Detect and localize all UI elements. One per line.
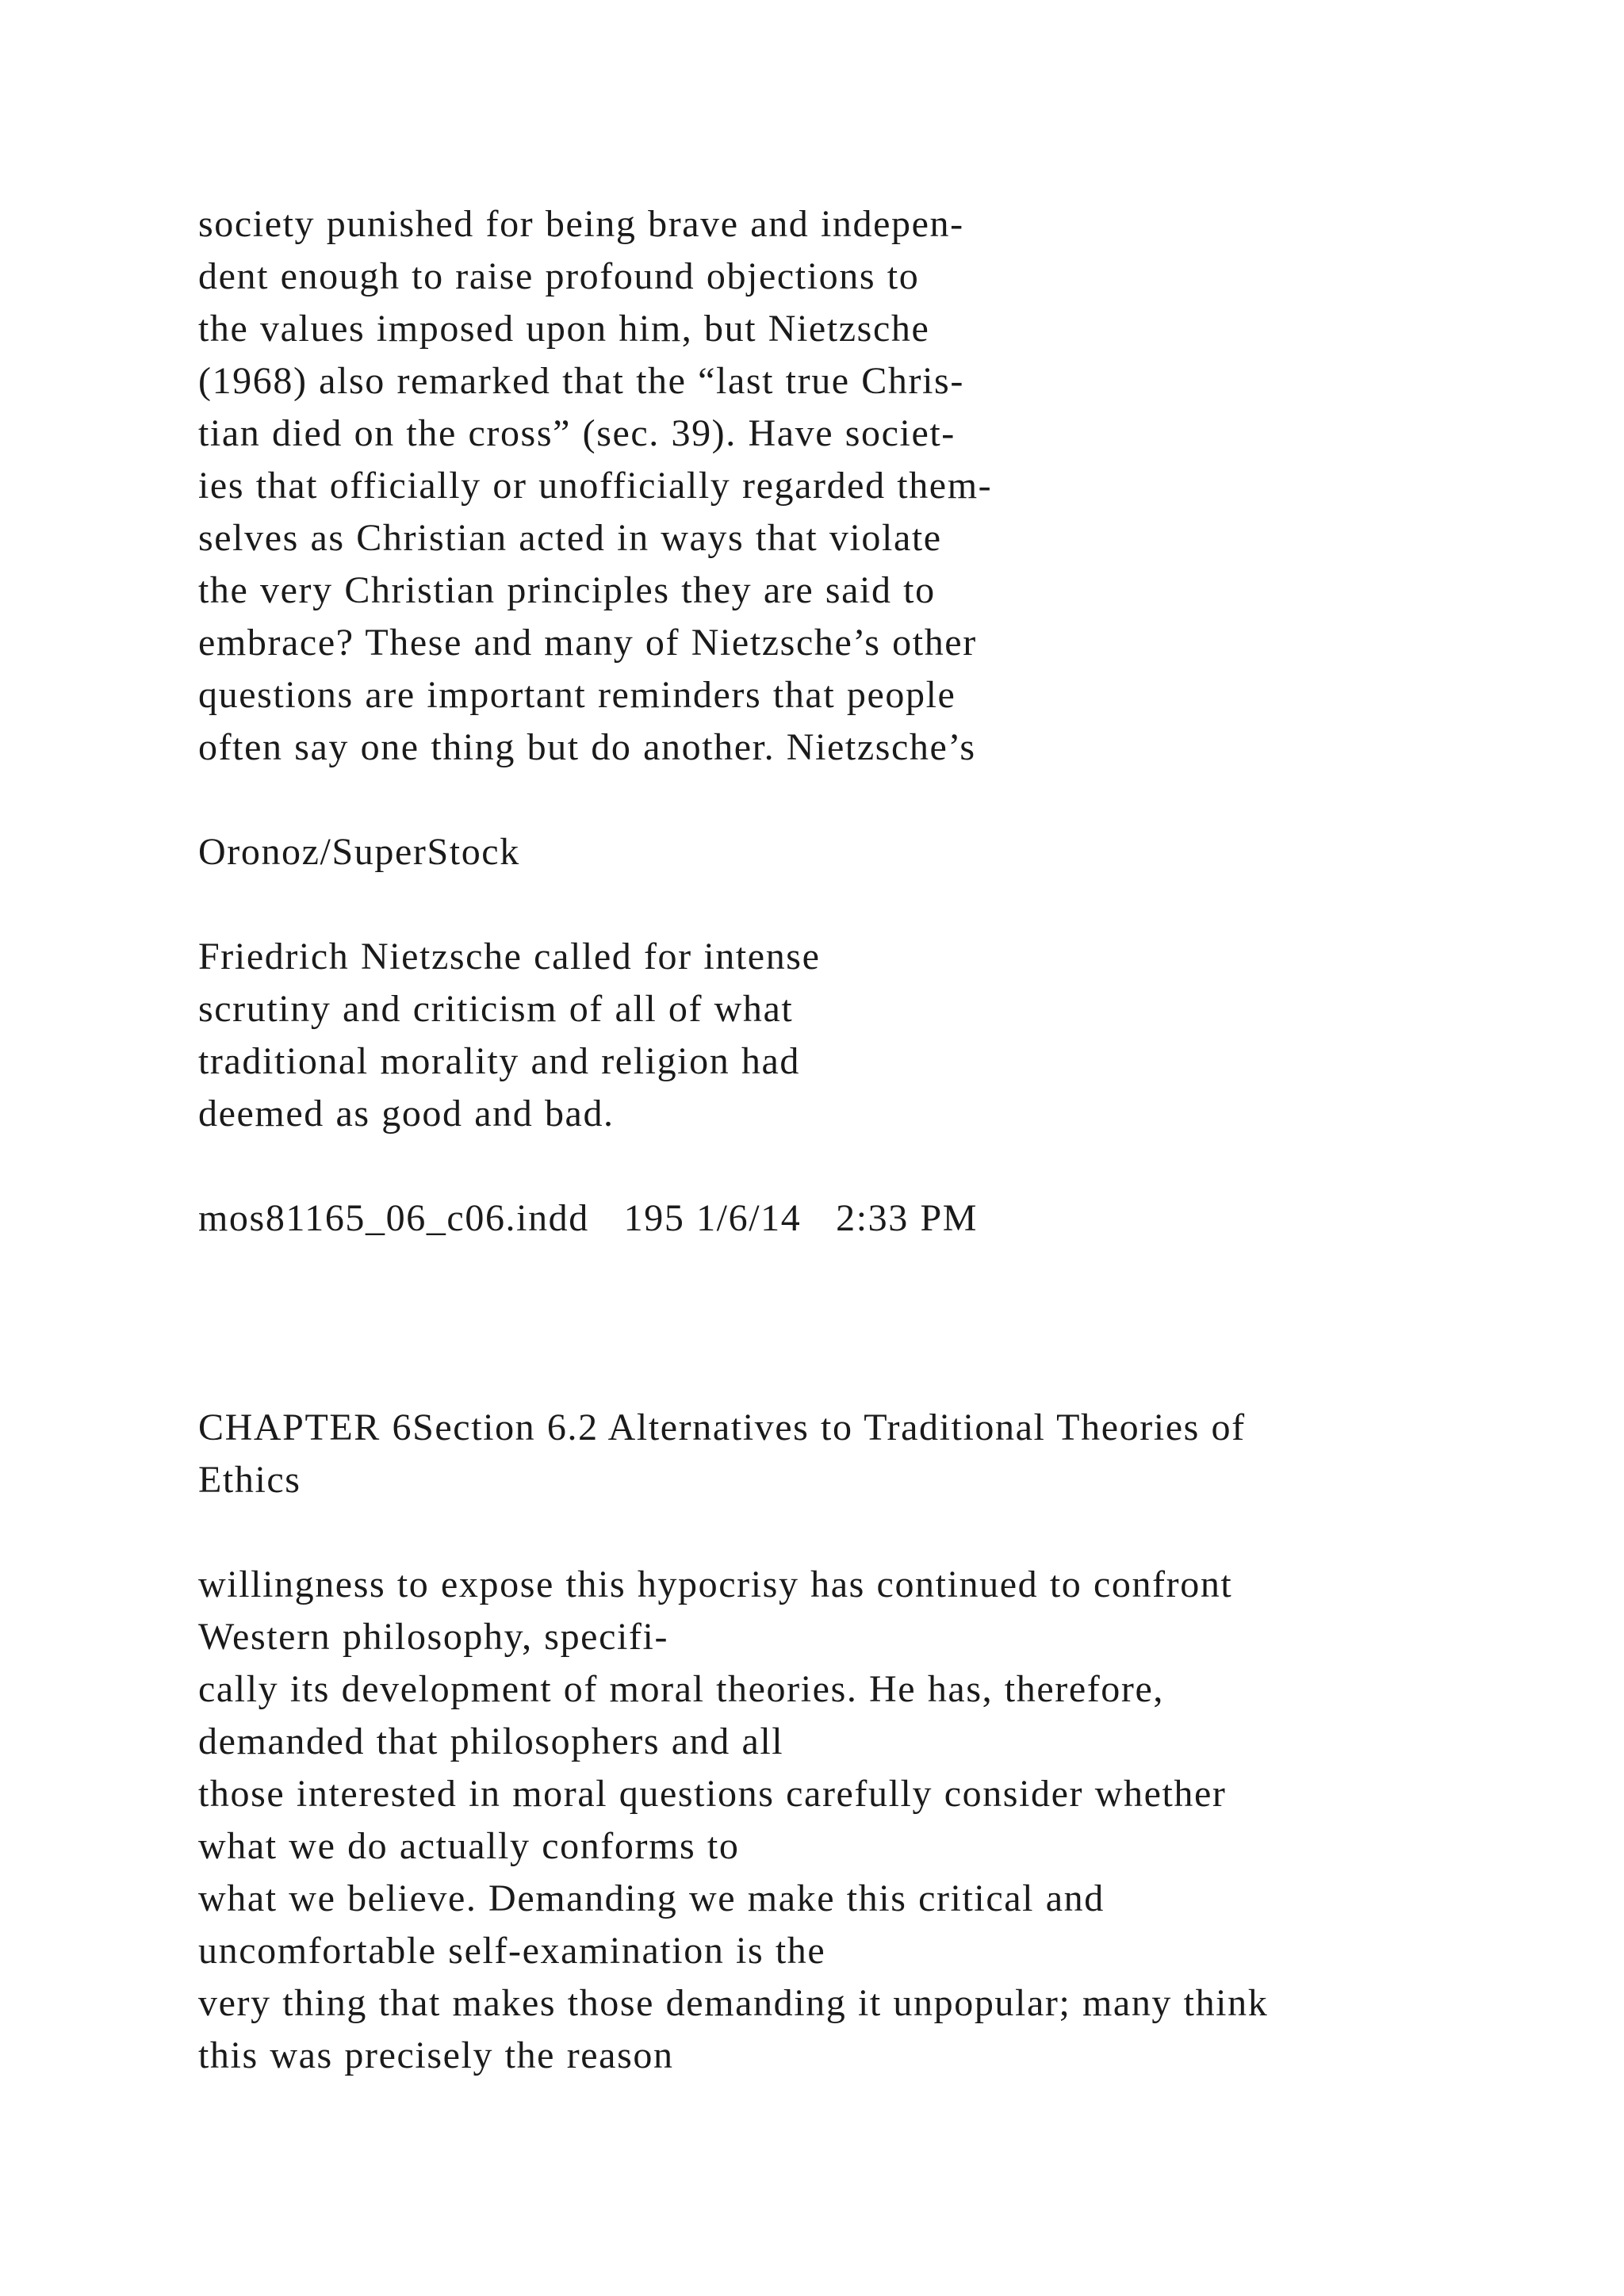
text-line: what we believe. Demanding we make this critical and [198,1877,1105,1919]
print-slug-line [198,1192,1507,1245]
text-line: the values imposed upon him, but Nietzsche [198,308,930,350]
text-line: what we do actually conforms to [198,1825,740,1867]
caption-line: traditional morality and religion had [198,1040,801,1082]
text-line: questions are important reminders that people [198,674,956,716]
caption-line: scrutiny and criticism of all of what [198,988,794,1030]
caption-line: Friedrich Nietzsche called for intense [198,936,821,978]
photo-credit-text: Oronoz/SuperStock [198,831,520,873]
body-paragraph-2 [198,1559,1507,2082]
text-line: cally its development of moral theories. He has, therefore, [198,1668,1165,1710]
text-line: society punished for being brave and indepen- [198,203,964,245]
text-line: demanded that philosophers and all [198,1720,784,1762]
text-line: very thing that makes those demanding it unpopular; many think [198,1982,1269,2024]
caption-line: deemed as good and bad. [198,1093,615,1135]
text-line: dent enough to raise profound objections to [198,255,920,297]
photo-credit [198,826,1507,878]
text-line: selves as Christian acted in ways that violate [198,517,942,559]
text-line: ies that officially or unofficially regarded them- [198,465,993,507]
chapter-section-header [198,1402,1507,1506]
body-paragraph-1 [198,198,1507,774]
text-line: tian died on the cross” (sec. 39). Have societ- [198,412,956,454]
text-line: often say one thing but do another. Nietzsche’s [198,726,976,768]
slug-text: mos81165_06_c06.indd 195 1/6/14 2:33 PM [198,1197,979,1239]
text-line: uncomfortable self-examination is the [198,1930,826,1972]
image-caption [198,931,1507,1140]
text-line: this was precisely the reason [198,2034,674,2076]
text-line: willingness to expose this hypocrisy has continued to confront [198,1563,1233,1605]
text-line: those interested in moral questions carefully consider whether [198,1773,1227,1815]
text-line: (1968) also remarked that the “last true Chris- [198,360,964,402]
header-line: Ethics [198,1459,301,1501]
text-line: the very Christian principles they are said to [198,569,936,611]
text-line: Western philosophy, specifi- [198,1616,669,1658]
header-line: CHAPTER 6Section 6.2 Alternatives to Traditional Theories of [198,1406,1246,1448]
text-line: embrace? These and many of Nietzsche’s other [198,622,977,664]
